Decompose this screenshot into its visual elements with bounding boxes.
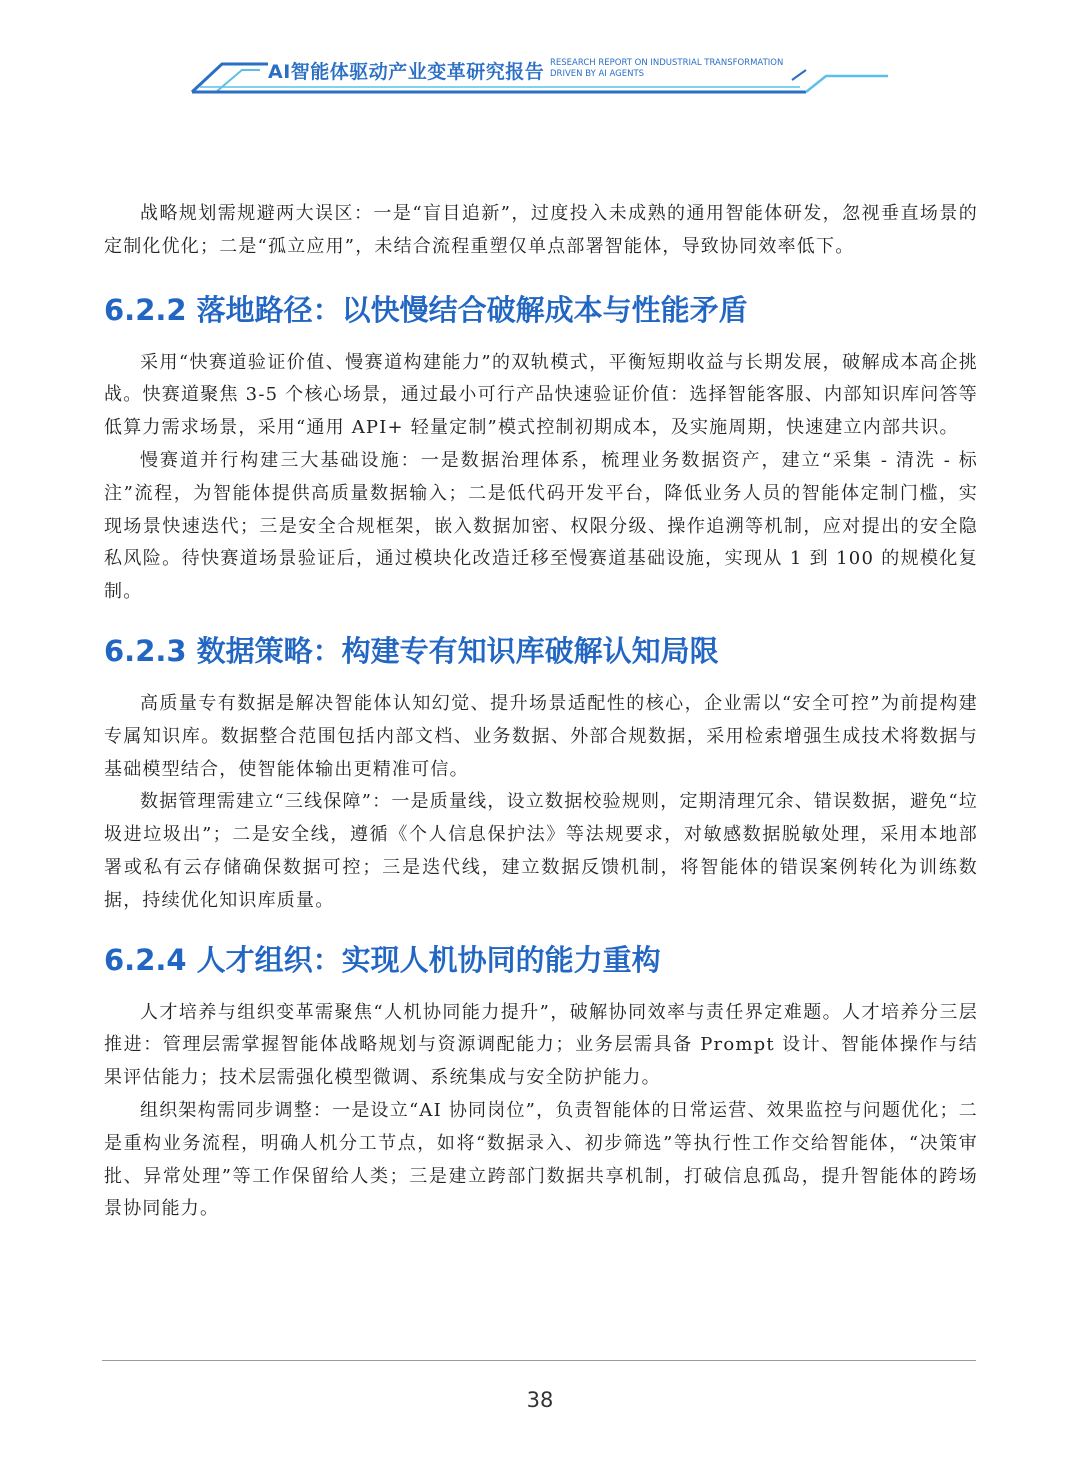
paragraph-6-2-3-1: 高质量专有数据是解决智能体认知幻觉、提升场景适配性的核心，企业需以“安全可控”为前提构建专属知识库。数据整合范围包括内部文档、业务数据、外部合规数据，采用检索增强生成技术将数据与基础模型结合，使智能体输出更精准可信。 — [104, 692, 978, 780]
page-number: 38 — [526, 1388, 554, 1412]
report-subtitle-line2: DRIVEN BY AI AGENTS — [550, 69, 645, 79]
paragraph-6-2-3-2: 数据管理需建立“三线保障”：一是质量线，设立数据校验规则，定期清理冗余、错误数据，避免“垃圾进垃圾出”；二是安全线，遵循《个人信息保护法》等法规要求，对敏感数据脱敏处理，采用本地部署或私有云存储确保数据可控；三是迭代线，建立数据反馈机制，将智能体的错误案例转化为训练数据，持续优化知识库质量。 — [104, 791, 978, 911]
paragraph-6-2-4-2: 组织架构需同步调整：一是设立“AI 协同岗位”，负责智能体的日常运营、效果监控与问题优化；二是重构业务流程，明确人机分工节点，如将“数据录入、初步筛选”等执行性工作交给智能体，“决策审批、异常处理”等工作保留给人类；三是建立跨部门数据共享机制，打破信息孤岛，提升智能体的跨场景协同能力。 — [104, 1099, 978, 1220]
page-body — [104, 198, 978, 1226]
section-heading-6-2-4: 6.2.4 人才组织：实现人机协同的能力重构 — [104, 942, 661, 977]
section-heading-6-2-2: 6.2.2 落地路径：以快慢结合破解成本与性能矛盾 — [104, 292, 748, 327]
paragraph-6-2-2-1: 采用“快赛道验证价值、慢赛道构建能力”的双轨模式，平衡短期收益与长期发展，破解成本高企挑战。快赛道聚焦 3-5 个核心场景，通过最小可行产品快速验证价值：选择智能客服、内部知识库问答等低算力需求场景，采用“通用 API+ 轻量定制”模式控制初期成本，及实施周期，快速建立内部共识。 — [104, 351, 978, 439]
report-subtitle-line1: RESEARCH REPORT ON INDUSTRIAL TRANSFORMATION — [550, 58, 784, 68]
paragraph-6-2-4-1: 人才培养与组织变革需聚焦“人机协同能力提升”，破解协同效率与责任界定难题。人才培养分三层推进：管理层需掌握智能体战略规划与资源调配能力；业务层需具备 Prompt 设计、智能体操作与结果评估能力；技术层需强化模型微调、系统集成与安全防护能力。 — [104, 1001, 978, 1089]
report-subtitle — [550, 58, 783, 80]
header-decoration — [0, 0, 1080, 110]
paragraph-6-2-2-2: 慢赛道并行构建三大基础设施：一是数据治理体系，梳理业务数据资产，建立“采集 - 清洗 - 标注”流程，为智能体提供高质量数据输入；二是低代码开发平台，降低业务人员的智能体定制门槛，实现场景快速迭代；三是安全合规框架，嵌入数据加密、权限分级、操作追溯等机制，应对提出的安全隐私风险。待快赛道场景验证后，通过模块化改造迁移至慢赛道基础设施，实现从 1 到 100 的规模化复制。 — [104, 449, 978, 603]
page-header — [0, 0, 1080, 110]
report-title: AI智能体驱动产业变革研究报告 — [268, 61, 545, 83]
footer-divider — [102, 1360, 976, 1361]
intro-paragraph: 战略规划需规避两大误区：一是“盲目追新”，过度投入未成熟的通用智能体研发，忽视垂直场景的定制化优化；二是“孤立应用”，未结合流程重塑仅单点部署智能体，导致协同效率低下。 — [104, 203, 978, 257]
section-heading-6-2-3: 6.2.3 数据策略：构建专有知识库破解认知局限 — [104, 633, 719, 668]
